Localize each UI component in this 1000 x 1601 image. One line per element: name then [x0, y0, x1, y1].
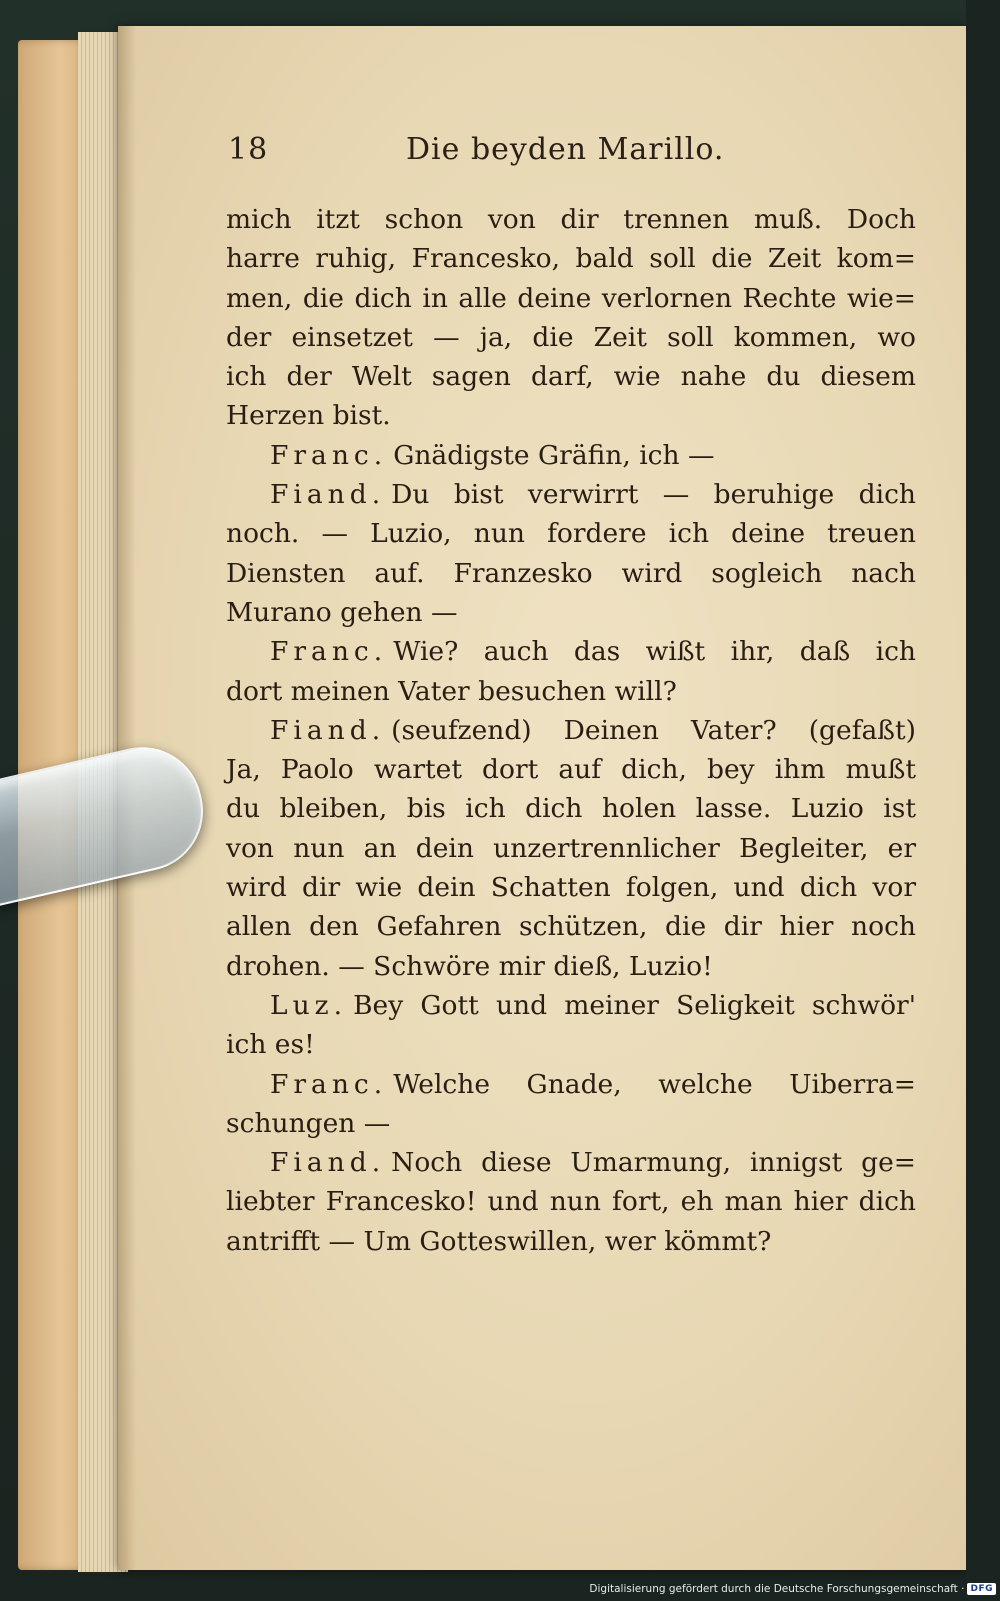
speaker-name: Franc.: [270, 1068, 388, 1100]
text-line: [226, 907, 916, 946]
credit-text: Digitalisierung gefördert durch die Deutsche Forschungsgemeinschaft ·: [589, 1583, 965, 1595]
line-text: von nun an dein unzertrennlicher Begleiter, er: [226, 832, 916, 864]
text-line: [226, 632, 916, 671]
running-head: [228, 132, 908, 182]
scan-background-edge: [966, 0, 1000, 1601]
line-text: mich itzt schon von dir trennen muß. Doch: [226, 204, 916, 235]
line-text: Diensten auf. Franzesko wird sogleich nach: [226, 557, 916, 589]
text-line: [226, 554, 916, 593]
speaker-name: Franc.: [270, 636, 388, 668]
text-line: [226, 475, 916, 514]
speaker-name: Fiand.: [270, 1147, 386, 1179]
line-text: wird dir wie dein Schatten folgen, und dich vor: [226, 872, 916, 904]
text-line: [226, 1143, 916, 1182]
text-line: [226, 357, 916, 396]
dfg-logo: DFG: [967, 1583, 996, 1595]
text-line: [226, 239, 916, 278]
line-text: Du bist verwirrt — beruhige dich: [391, 479, 916, 511]
text-line: [226, 789, 916, 828]
text-line: [226, 514, 916, 553]
line-text: Wie? auch das wißt ihr, daß ich: [393, 636, 916, 668]
line-text: harre ruhig, Francesko, bald soll die Zeit kom=: [226, 243, 916, 275]
text-line: [226, 279, 916, 318]
line-text: (seufzend) Deinen Vater? (gefaßt): [391, 714, 916, 746]
text-line: [226, 1025, 916, 1064]
text-line: [226, 1104, 916, 1143]
text-line: [226, 396, 916, 435]
line-text: liebter Francesko! und nun fort, eh man hier dich: [226, 1186, 916, 1218]
line-text: Welche Gnade, welche Uiberra=: [393, 1068, 916, 1100]
text-line: [226, 318, 916, 357]
text-line: [226, 868, 916, 907]
line-text: Herzen bist.: [226, 400, 391, 432]
text-line: [226, 200, 916, 239]
text-line: [226, 986, 916, 1025]
text-line: [226, 829, 916, 868]
text-line: [226, 1222, 916, 1261]
line-text: Ja, Paolo wartet dort auf dich, bey ihm mußt: [226, 754, 916, 786]
digitization-credit: [589, 1583, 996, 1595]
text-line: [226, 672, 916, 711]
line-text: drohen. — Schwöre mir dieß, Luzio!: [226, 950, 713, 982]
text-line: [226, 750, 916, 789]
line-text: der einsetzet — ja, die Zeit soll kommen, wo: [226, 321, 916, 353]
line-text: Murano gehen —: [226, 596, 458, 628]
line-text: Gnädigste Gräfin, ich —: [393, 439, 715, 471]
line-text: men, die dich in alle deine verlornen Rechte wie=: [226, 282, 916, 314]
speaker-name: Fiand.: [270, 714, 386, 746]
text-line: [226, 947, 916, 986]
line-text: du bleiben, bis ich dich holen lasse. Luzio ist: [226, 793, 916, 825]
line-text: allen den Gefahren schützen, die dir hier noch: [226, 911, 916, 943]
speaker-name: Franc.: [270, 439, 388, 471]
page-text: [226, 200, 916, 1261]
page-number: 18: [228, 132, 269, 167]
text-line: [226, 1065, 916, 1104]
text-line: [226, 1182, 916, 1221]
text-line: [226, 593, 916, 632]
line-text: Bey Gott und meiner Seligkeit schwör': [353, 989, 916, 1021]
line-text: Noch diese Umarmung, innigst ge=: [391, 1147, 916, 1179]
running-title: Die beyden Marillo.: [406, 132, 725, 167]
speaker-name: Fiand.: [270, 479, 386, 511]
line-text: ich der Welt sagen darf, wie nahe du diesem: [226, 361, 916, 393]
text-line: [226, 711, 916, 750]
line-text: dort meinen Vater besuchen will?: [226, 675, 677, 707]
line-text: schungen —: [226, 1107, 391, 1139]
line-text: antrifft — Um Gotteswillen, wer kömmt?: [226, 1225, 772, 1257]
speaker-name: Luz.: [270, 989, 348, 1021]
line-text: ich es!: [226, 1029, 315, 1061]
line-text: noch. — Luzio, nun fordere ich deine treuen: [226, 518, 916, 550]
text-line: [226, 436, 916, 475]
